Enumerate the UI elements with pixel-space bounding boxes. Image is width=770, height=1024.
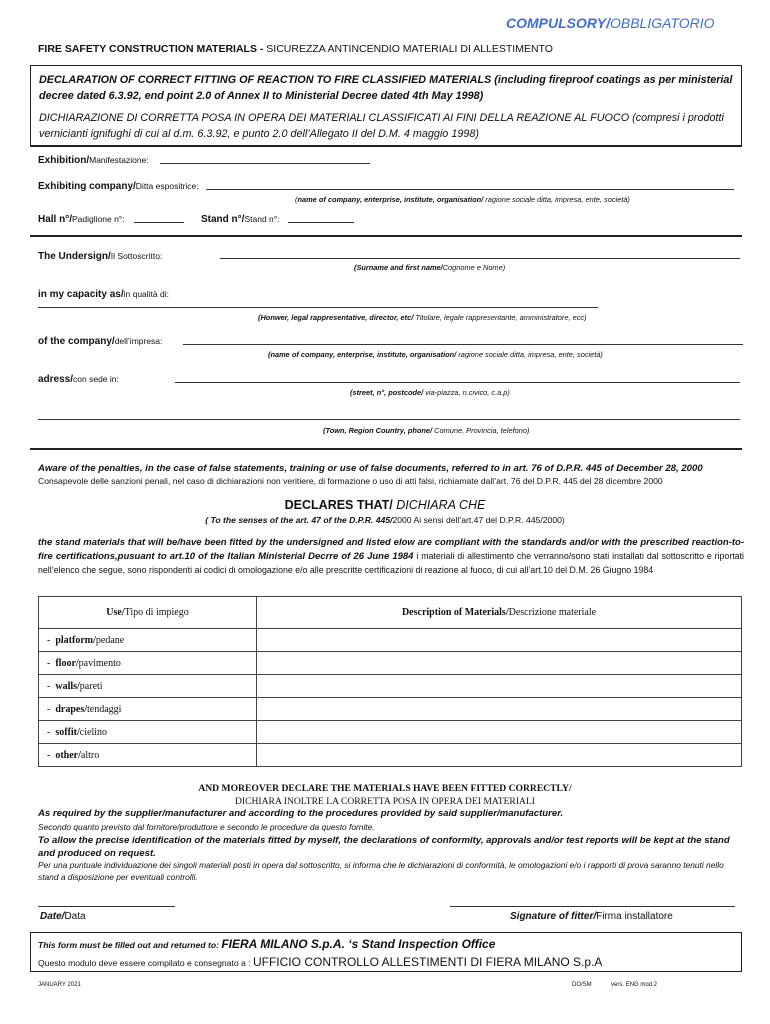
undersign-field[interactable] (220, 258, 740, 259)
use-cell: - other/altro (39, 744, 257, 767)
penalties-notice-it: Consapevole delle sanzioni penali, nel caso di dichiarazioni non veritiere, di formazione o uso di atti falsi, richiamate dall’art. 76 del D.P.R. 445 del 28 dicembre 2000 (38, 476, 663, 486)
divider (30, 235, 742, 237)
moreover-heading-en: AND MOREOVER DECLARE THE MATERIALS HAVE BEEN FITTED CORRECTLY/ (198, 783, 572, 794)
compulsory-label: COMPULSORY/OBBLIGATORIO (506, 15, 715, 31)
hall-field[interactable] (134, 222, 184, 223)
moreover-heading-it: DICHIARA INOLTRE LA CORRETTA POSA IN OPERA DEI MATERIALI (234, 796, 536, 807)
description-cell[interactable] (257, 744, 742, 767)
form-subject: FIRE SAFETY CONSTRUCTION MATERIALS - SICUREZZA ANTINCENDIO MATERIALI DI ALLESTIMENTO (38, 43, 553, 55)
table-row (39, 744, 742, 767)
date-label: Date/Data (40, 911, 86, 922)
description-cell[interactable] (257, 698, 742, 721)
exhibition-field[interactable] (160, 163, 370, 164)
return-instructions-en: This form must be filled out and returned to: FIERA MILANO S.p.A. ‘s Stand Inspection Office (38, 937, 496, 951)
table-row (39, 721, 742, 744)
table-row (39, 675, 742, 698)
declaration-title-en: DECLARATION OF CORRECT FITTING OF REACTION TO FIRE CLASSIFIED MATERIALS (including fireproof coatings as per ministerial decree dated 6.3.92, end point 2.0 of Annex II to Ministerial Decree dated 4th May 1998) (39, 74, 733, 102)
date-field[interactable] (38, 906, 175, 907)
use-cell: - walls/pareti (39, 675, 257, 698)
column-header-description: Description of Materials/Descrizione materiale (257, 597, 742, 629)
compliance-statement: the stand materials that will be/have been fitted by the undersigned and listed elow are compliant with the standards and/or with the prescribed reaction-to-fire certifications,pusuant to art.10 of the Italian Ministerial Decrre of 26 June 1984 i materiali di allestimento che verranno/sono stati installati dal sottoscritto e riportati nell’elenco che segue, sono rispondenti ai codici di omologazione e/o alle prescritte certificazioni di reazione al fuoco, di cui all’art.10 del D.M. 26 Giugno 1984 (38, 537, 744, 575)
table-row (39, 629, 742, 652)
description-cell[interactable] (257, 629, 742, 652)
undersign-label: The Undersign/Il Sottoscritto: (38, 251, 163, 262)
stand-label: Stand n°/Stand n°: (201, 214, 280, 225)
description-cell[interactable] (257, 675, 742, 698)
required-note-it: Secondo quanto previsto dal fornitore/produttore e secondo le procedure da questo fornite. (38, 822, 375, 832)
company-field[interactable] (183, 344, 743, 345)
table-row (39, 698, 742, 721)
capacity-field[interactable] (38, 307, 598, 308)
description-cell[interactable] (257, 652, 742, 675)
footer-code: DO/SM (572, 982, 592, 988)
company-label: of the company/dell’impresa: (38, 336, 163, 347)
required-note-en: As required by the supplier/manufacturer and according to the procedures provided by said supplier/manufacturer. (38, 808, 564, 819)
use-cell: - platform/pedane (39, 629, 257, 652)
divider (30, 448, 742, 450)
exhibition-label: Exhibition/Manifestazione: (38, 155, 149, 166)
town-field[interactable] (38, 419, 740, 420)
use-cell: - drapes/tendaggi (39, 698, 257, 721)
exhibiting-company-label: Exhibiting company/Ditta espositrice: (38, 181, 199, 192)
undersign-hint: (Surname and first name/Cognome e Nome) (354, 263, 506, 272)
signature-field[interactable] (450, 906, 735, 907)
exhibiting-company-hint: (name of company, enterprise, institute, organisation/ ragione sociale ditta, impresa, ente, società) (295, 195, 630, 204)
declares-heading: DECLARES THAT/ DICHIARA CHE (284, 498, 486, 512)
column-header-use: Use/Tipo di impiego (39, 597, 257, 629)
penalties-notice-en: Aware of the penalties, in the case of false statements, training or use of false documents, referred to in art. 76 of D.P.R. 445 of December 28, 2000 (38, 463, 703, 474)
footer-version: vers. ENG mod.2 (611, 982, 658, 988)
capacity-label: in my capacity as/in qualità di: (38, 289, 169, 300)
use-cell: - floor/pavimento (39, 652, 257, 675)
town-hint: (Town, Region Country, phone/ Comune, Provincia, telefono) (323, 426, 530, 435)
declares-reference: ( To the senses of the art. 47 of the D.P.R. 445/2000 Ai sensi dell’art.47 del D.P.R. 445/2000) (205, 515, 565, 525)
address-field[interactable] (175, 382, 740, 383)
capacity-hint: (Honwer, legal rappresentative, director, etc/ Titolare, legale rappresentante, amministratore, ecc) (258, 313, 587, 322)
stand-field[interactable] (288, 222, 354, 223)
address-hint: (street, n°, postcode/ via-piazza, n.civico, c.a.p) (350, 388, 510, 397)
identification-note-it: Per una puntuale individuazione dei singoli materiali posti in opera dal sottoscritto, si informa che le dichiarazioni di conformità, le omologazioni e/o i rapporti di prova saranno tenuti nello stand a disposizione per eventuali controlli. (38, 860, 724, 882)
declaration-title-box (30, 65, 742, 147)
hall-label: Hall n°/Padiglione n°: (38, 214, 125, 225)
exhibiting-company-field[interactable] (206, 189, 734, 190)
materials-table (38, 596, 742, 767)
use-cell: - soffit/cielino (39, 721, 257, 744)
declaration-title-it: DICHIARAZIONE DI CORRETTA POSA IN OPERA DEI MATERIALI CLASSIFICATI AI FINI DELLA REAZIONE AL FUOCO (compresi i prodotti vernicianti ignifughi di cui al d.m. 6.3.92, e punto 2.0 dell’Allegato II del D.M. 4 maggio 1998) (39, 112, 724, 140)
description-cell[interactable] (257, 721, 742, 744)
footer-date: JANUARY 2021 (38, 982, 81, 988)
company-hint: (name of company, enterprise, institute, organisation/ ragione sociale ditta, impresa, ente, società) (268, 350, 603, 359)
return-instructions-it: Questo modulo deve essere compilato e consegnato a : UFFICIO CONTROLLO ALLESTIMENTI DI FIERA MILANO S.p.A (38, 955, 603, 969)
address-label: adress/con sede in: (38, 374, 119, 385)
identification-note-en: To allow the precise identification of the materials fitted by myself, the declarations of conformity, approvals and/or test reports will be kept at the stand and produced on request. (38, 835, 730, 859)
signature-label: Signature of fitter/Firma installatore (510, 911, 673, 922)
table-row (39, 652, 742, 675)
